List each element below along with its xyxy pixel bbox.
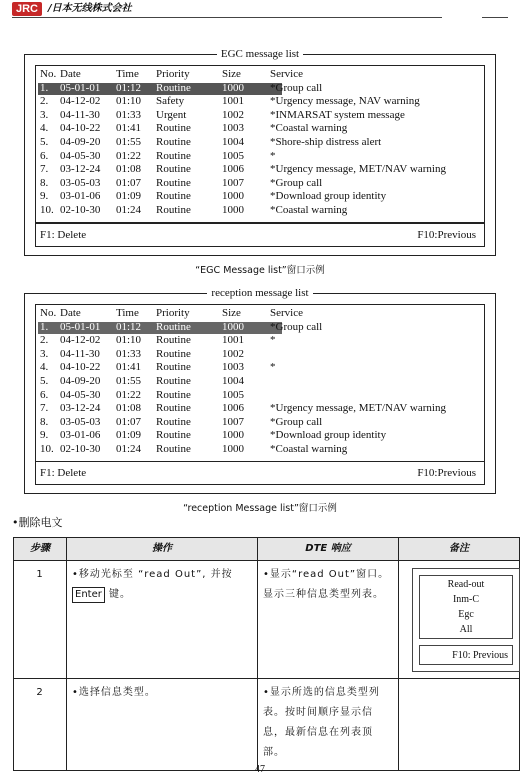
col-time: 01:08 [116,402,142,415]
header-rule [12,17,442,18]
message-row[interactable] [36,109,484,123]
col-time: 01:55 [116,136,142,148]
step-dte-response: •显示“read Out”窗口。显示三种信息类型列表。 [258,561,399,679]
col-time: 01:24 [116,443,142,455]
col-time: 01:08 [116,163,142,176]
message-row[interactable] [36,429,484,443]
col-size-header: Size [222,307,241,319]
col-priority: Safety [156,95,185,108]
col-date-header: Date [60,68,81,80]
col-size: 1006 [222,402,244,415]
step-number: 2 [14,679,67,771]
col-service: *Coastal warning [270,204,348,216]
col-time: 01:41 [116,361,142,374]
col-date: 03-01-06 [60,190,101,203]
col-service: *Coastal warning [270,443,348,455]
col-date: 02-10-30 [60,443,101,455]
col-date: 04-05-30 [60,388,101,401]
col-no: 7. [40,402,49,415]
col-size: 1001 [222,95,244,108]
enter-key-label: Enter [72,587,105,603]
col-no: 6. [40,388,49,401]
col-no: 5. [40,375,49,387]
readout-menu [419,575,513,639]
col-service: * [270,361,276,374]
col-no: 4. [40,361,49,374]
col-priority: Routine [156,443,191,455]
col-size: 1000 [222,320,244,333]
col-service: *Coastal warning [270,122,348,135]
f10-previous-button[interactable]: F10:Previous [417,229,476,241]
list-header-row [36,68,484,82]
jrc-logo: JRC [12,2,42,16]
col-date: 04-09-20 [60,136,101,148]
col-priority: Routine [156,176,191,189]
menu-item-read-out[interactable]: Read-out [447,579,485,590]
col-size: 1000 [222,429,244,442]
col-service: *INMARSAT system message [270,108,405,121]
col-size: 1000 [222,190,244,203]
col-priority: Routine [156,429,191,442]
header-dte-response: DTE 响应 [258,538,399,561]
col-no: 1. [40,320,49,333]
col-service: *Urgency message, MET/NAV warning [270,163,446,176]
col-time: 01:24 [116,204,142,216]
message-list [35,65,485,223]
col-time: 01:55 [116,375,142,387]
col-priority: Routine [156,415,191,428]
col-no: 7. [40,163,49,176]
col-service: *Urgency message, NAV warning [270,95,420,108]
section-title: •删除电文 [12,516,63,529]
message-row[interactable] [36,190,484,204]
col-service: *Download group identity [270,190,387,203]
col-date: 04-11-30 [60,347,100,360]
col-priority: Routine [156,136,191,148]
col-date: 04-11-30 [60,108,100,121]
col-size: 1000 [222,443,244,455]
col-service: *Group call [270,81,323,94]
header-notes: 备注 [399,538,520,561]
col-date: 03-01-06 [60,429,101,442]
col-priority: Routine [156,320,191,333]
col-no: 10. [40,443,54,455]
col-priority-header: Priority [156,68,190,80]
f1-delete-button[interactable]: F1: Delete [40,229,87,241]
message-row[interactable] [36,321,484,335]
col-date: 03-05-03 [60,415,101,428]
step-operation: •移动光标至 “read Out”, 并按 Enter 键。 [67,561,258,679]
col-time: 01:22 [116,149,142,162]
col-time: 01:12 [116,81,142,94]
col-priority: Routine [156,190,191,203]
egc-window-caption: “EGC Message list”窗口示例 [195,265,325,276]
col-time: 01:09 [116,190,142,203]
page-number: 47 [255,764,265,775]
col-size: 1003 [222,122,244,135]
step-operation: •选择信息类型。 [67,679,258,771]
col-priority: Routine [156,388,191,401]
menu-item-egc[interactable]: Egc [458,609,474,620]
message-row[interactable] [36,95,484,109]
col-priority: Routine [156,149,191,162]
col-time: 01:12 [116,320,142,333]
col-size: 1005 [222,388,244,401]
function-key-bar [35,461,485,485]
col-no: 5. [40,136,49,148]
col-size: 1004 [222,136,244,148]
list-header-row [36,307,484,321]
col-service: * [270,149,276,162]
col-no-header: No. [40,68,57,80]
col-date: 04-12-02 [60,95,101,108]
col-service: *Group call [270,320,323,333]
message-row[interactable] [36,334,484,348]
col-size: 1002 [222,347,244,360]
col-date: 04-10-22 [60,361,101,374]
col-priority: Routine [156,81,191,94]
message-row[interactable] [36,402,484,416]
f1-delete-button[interactable]: F1: Delete [40,467,87,479]
col-no: 9. [40,190,49,203]
col-no: 8. [40,415,49,428]
col-size: 1003 [222,361,244,374]
menu-item-inm-c[interactable]: Inm-C [452,594,480,605]
egc-message-list-window [24,48,496,256]
col-size: 1001 [222,334,244,347]
message-row[interactable] [36,82,484,96]
message-row[interactable] [36,443,484,457]
col-priority: Routine [156,204,191,216]
col-date: 03-12-24 [60,163,101,176]
col-no: 6. [40,149,49,162]
col-no: 4. [40,122,49,135]
col-no: 2. [40,334,49,347]
col-no: 1. [40,81,49,94]
col-size: 1002 [222,108,244,121]
col-no: 3. [40,108,49,121]
col-time: 01:33 [116,347,142,360]
menu-item-all[interactable]: All [459,624,473,635]
message-row[interactable] [36,163,484,177]
col-priority: Routine [156,334,191,347]
col-no: 8. [40,176,49,189]
col-date: 04-09-20 [60,375,101,387]
function-key-bar [35,223,485,247]
col-size: 1006 [222,163,244,176]
message-row[interactable] [36,416,484,430]
col-time: 01:22 [116,388,142,401]
col-time-header: Time [116,68,139,80]
col-size: 1000 [222,204,244,216]
col-time: 01:41 [116,122,142,135]
reception-message-list-window [24,287,496,494]
col-time: 01:09 [116,429,142,442]
col-time-header: Time [116,307,139,319]
step-notes [399,679,520,771]
col-priority: Routine [156,163,191,176]
window-title: reception message list [207,287,312,299]
message-row[interactable] [36,375,484,389]
col-time: 01:33 [116,108,142,121]
step-number: 1 [14,561,67,679]
col-priority: Routine [156,375,191,387]
col-size: 1004 [222,375,244,387]
col-time: 01:07 [116,176,142,189]
col-time: 01:10 [116,334,142,347]
col-time: 01:10 [116,95,142,108]
col-no: 2. [40,95,49,108]
col-time: 01:07 [116,415,142,428]
col-service: *Download group identity [270,429,387,442]
col-date: 04-12-02 [60,334,101,347]
col-size: 1007 [222,176,244,189]
message-row[interactable] [36,361,484,375]
col-size: 1000 [222,81,244,94]
col-date: 04-10-22 [60,122,101,135]
col-date: 05-01-01 [60,81,101,94]
col-priority: Routine [156,122,191,135]
company-name: /日本无线株式会社 [48,3,132,14]
col-priority-header: Priority [156,307,190,319]
col-service: *Group call [270,415,323,428]
col-size: 1005 [222,149,244,162]
message-row[interactable] [36,122,484,136]
col-size: 1007 [222,415,244,428]
message-row[interactable] [36,150,484,164]
col-service: *Group call [270,176,323,189]
header-step: 步骤 [14,538,67,561]
col-priority: Routine [156,361,191,374]
col-date: 02-10-30 [60,204,101,216]
window-title: EGC message list [217,48,303,60]
col-no-header: No. [40,307,57,319]
message-row[interactable] [36,348,484,362]
col-date: 05-01-01 [60,320,101,333]
col-service: *Urgency message, MET/NAV warning [270,402,446,415]
col-priority: Routine [156,402,191,415]
col-service: *Shore-ship distress alert [270,136,382,148]
message-row[interactable] [36,204,484,218]
col-date-header: Date [60,307,81,319]
readout-window-illustration [412,568,520,672]
col-service: * [270,334,276,347]
message-row[interactable] [36,177,484,191]
col-priority: Urgent [156,108,187,121]
col-priority: Routine [156,347,191,360]
message-row[interactable] [36,136,484,150]
header-rule-short [482,17,508,18]
f10-previous-button[interactable]: F10: Previous [419,645,513,665]
header-operation: 操作 [67,538,258,561]
col-no: 3. [40,347,49,360]
col-no: 9. [40,429,49,442]
reception-window-caption: “reception Message list”窗口示例 [183,503,337,514]
col-date: 03-05-03 [60,176,101,189]
col-service-header: Service [270,68,303,80]
message-list [35,304,485,462]
col-service-header: Service [270,307,303,319]
col-size-header: Size [222,68,241,80]
col-date: 04-05-30 [60,149,101,162]
f10-previous-button[interactable]: F10:Previous [417,467,476,479]
step-dte-response: •显示所选的信息类型列表。按时间顺序显示信息，最新信息在列表顶部。 [258,679,399,771]
col-date: 03-12-24 [60,402,101,415]
col-no: 10. [40,204,54,216]
message-row[interactable] [36,389,484,403]
